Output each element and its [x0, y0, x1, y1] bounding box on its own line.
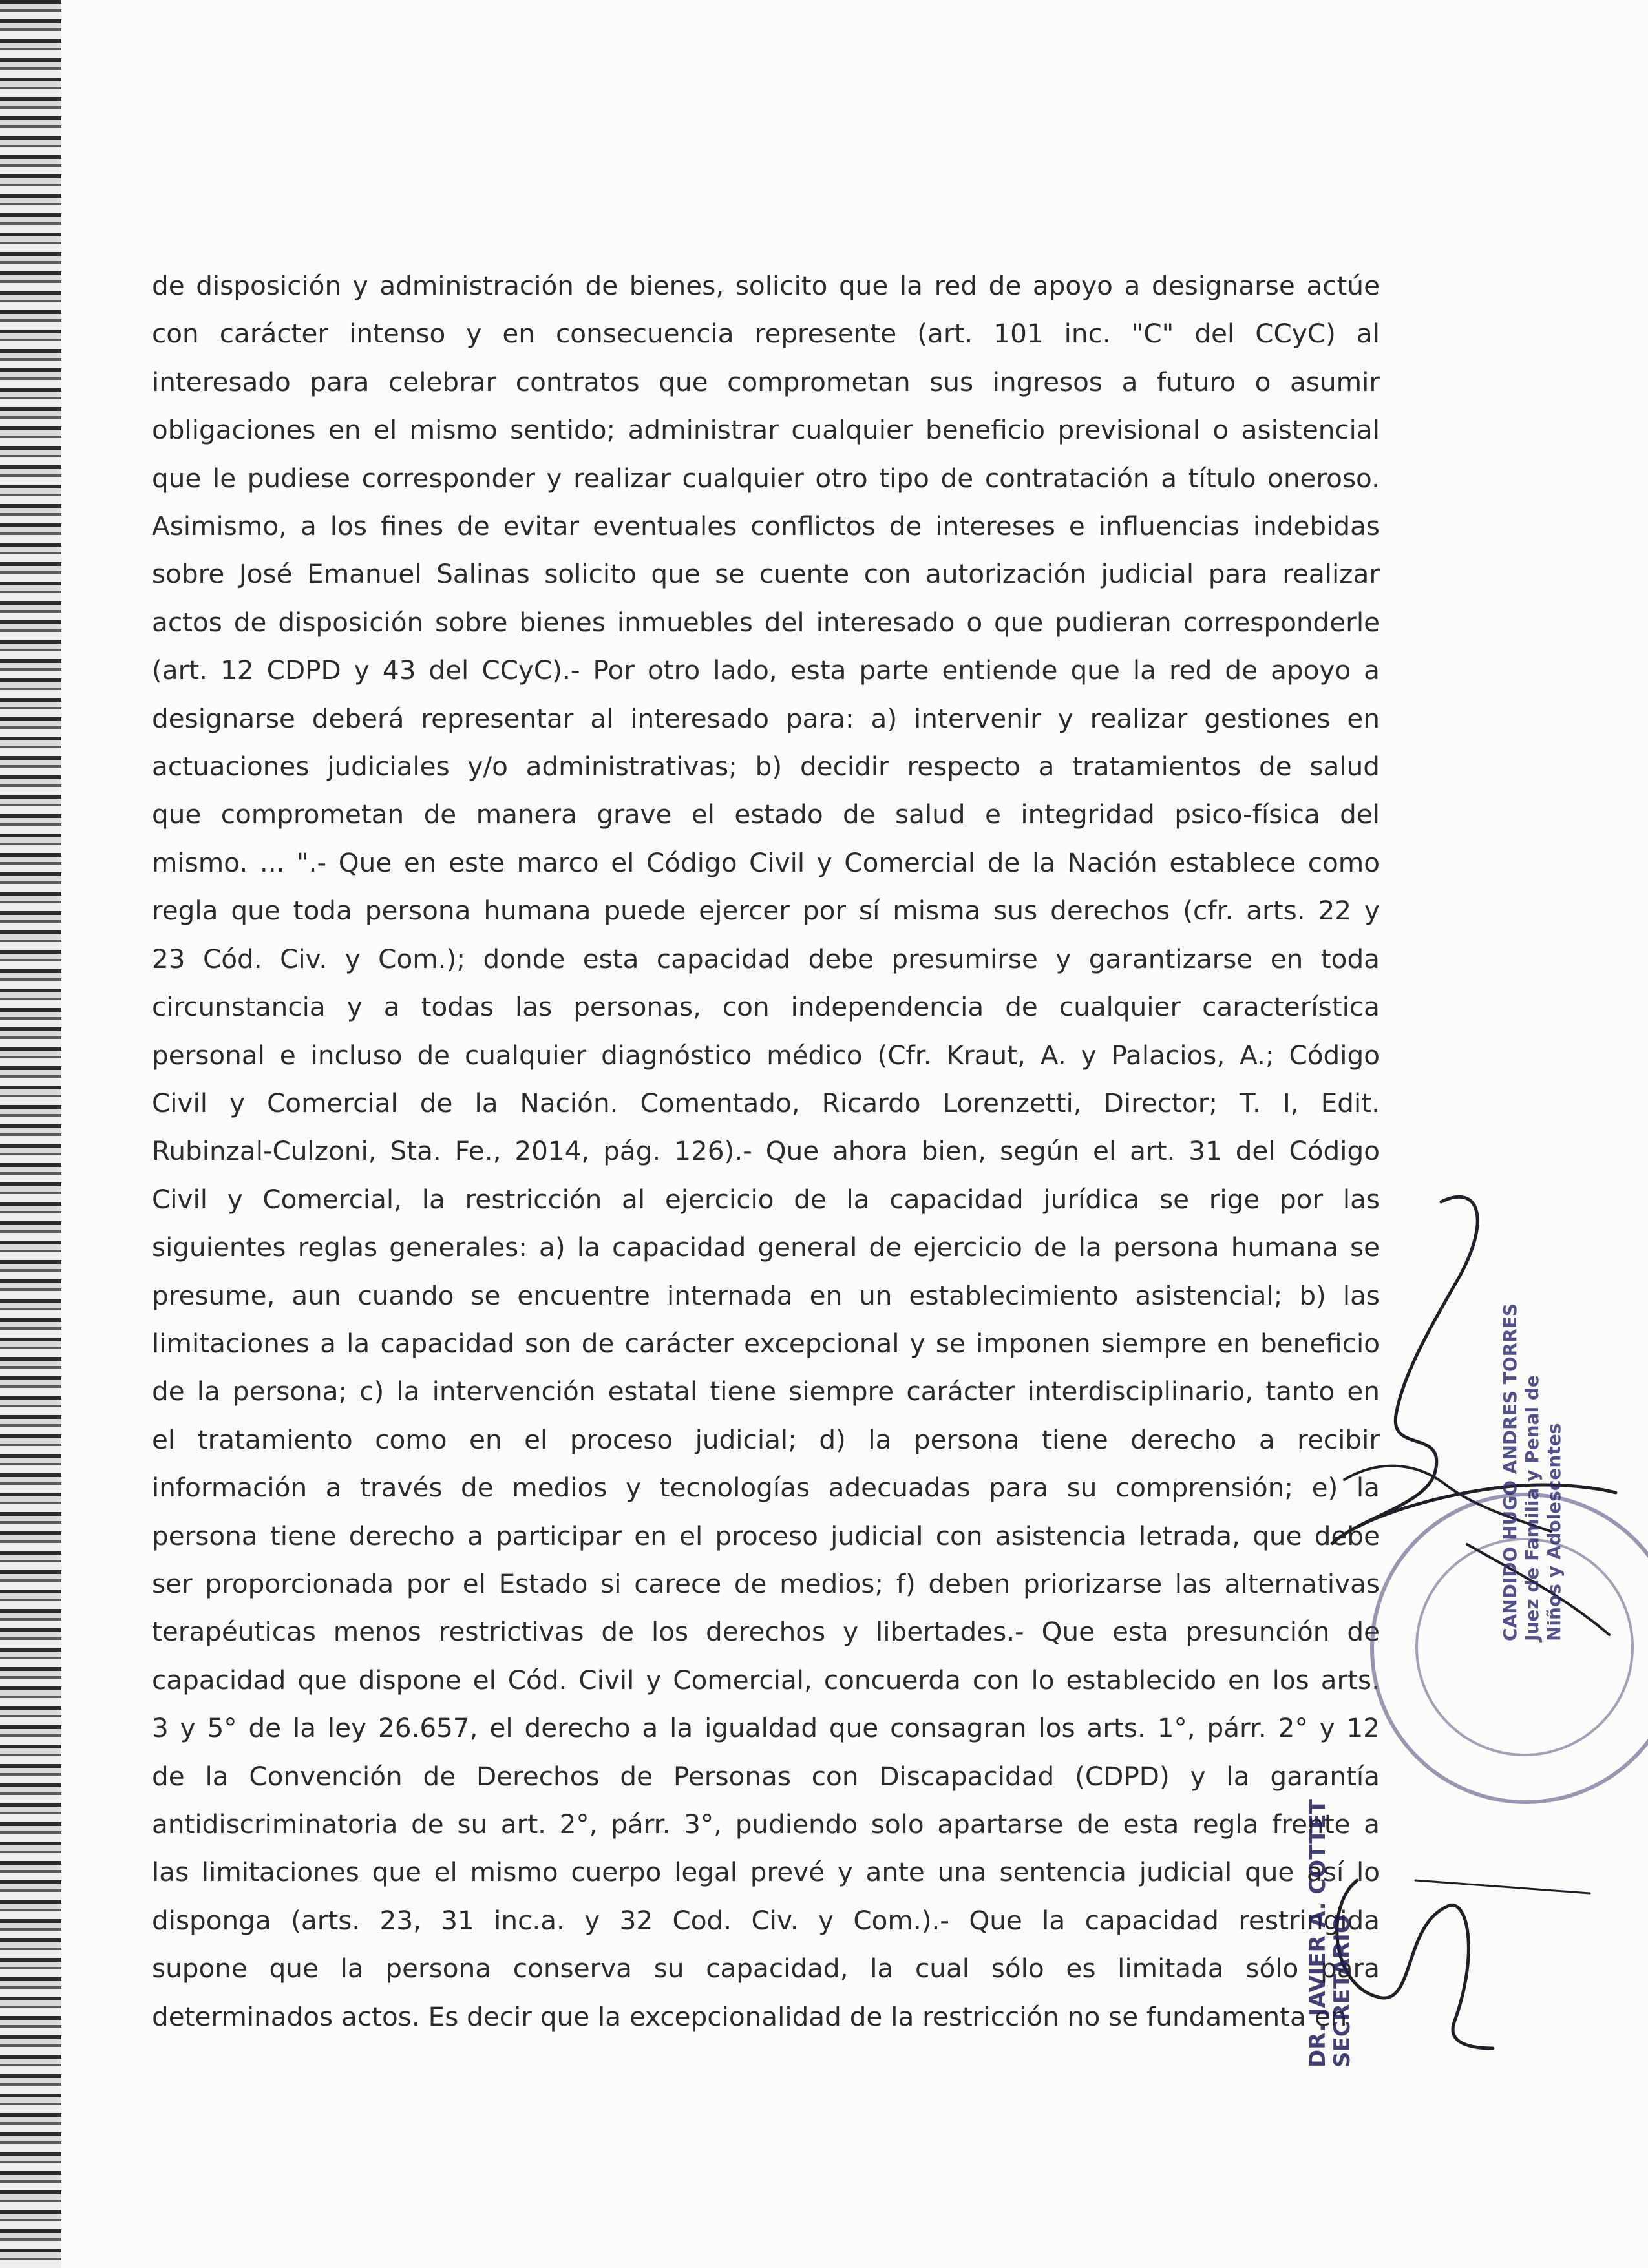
text-line: actuaciones judiciales y/o administrativas; b) decidir respecto a tratamientos de salud	[152, 751, 1380, 782]
text-line: de disposición y administración de bienes, solicito que la red de apoyo a designarse actúe	[152, 270, 1380, 301]
judge-stamp-court: Niños y Adolescentes	[1543, 1423, 1565, 1641]
judge-stamp-name: CANDIDO HUGO ANDRES TORRES	[1499, 1303, 1521, 1641]
text-line: que le pudiese corresponder y realizar cualquier otro tipo de contratación a título oneroso.	[152, 462, 1380, 494]
text-line: disponga (arts. 23, 31 inc.a. y 32 Cod. Civ. y Com.).- Que la capacidad restringida	[152, 1904, 1380, 1936]
secretary-signature	[1318, 1854, 1622, 2061]
text-line: de la persona; c) la intervención estatal tiene siempre carácter interdisciplinario, tanto en	[152, 1376, 1380, 1407]
text-line: personal e incluso de cualquier diagnóstico médico (Cfr. Kraut, A. y Palacios, A.; Código	[152, 1039, 1380, 1071]
text-line: (art. 12 CDPD y 43 del CCyC).- Por otro lado, esta parte entiende que la red de apoyo a	[152, 655, 1380, 686]
text-line: obligaciones en el mismo sentido; administrar cualquier beneficio previsional o asistencial	[152, 414, 1380, 446]
secretary-stamp	[1305, 1799, 1355, 2068]
text-line: mismo. ... ".- Que en este marco el Código Civil y Comercial de la Nación establece como	[152, 846, 1380, 878]
judge-stamp	[1499, 1303, 1565, 1641]
text-line: con carácter intenso y en consecuencia represente (art. 101 inc. "C" del CCyC) al	[152, 318, 1380, 350]
text-line: supone que la persona conserva su capacidad, la cual sólo es limitada sólo para	[152, 1953, 1380, 1984]
text-line: antidiscriminatoria de su art. 2°, párr. 3°, pudiendo solo apartarse de esta regla frente a	[152, 1809, 1380, 1840]
text-line: limitaciones a la capacidad son de carácter excepcional y se imponen siempre en beneficio	[152, 1327, 1380, 1359]
text-line: siguientes reglas generales: a) la capacidad general de ejercicio de la persona humana se	[152, 1232, 1380, 1263]
text-line: Asimismo, a los fines de evitar eventuales conflictos de intereses e influencias indebidas	[152, 510, 1380, 542]
judge-stamp-title: Juez de Familia y Penal de	[1521, 1375, 1543, 1641]
text-line: Civil y Comercial, la restricción al ejercicio de la capacidad jurídica se rige por las	[152, 1183, 1380, 1215]
text-line: determinados actos. Es decir que la excepcionalidad de la restricción no se fundamenta en	[152, 2000, 1347, 2032]
body-text	[152, 262, 1380, 2041]
text-line: Civil y Comercial de la Nación. Comentado, Ricardo Lorenzetti, Director; T. I, Edit.	[152, 1087, 1380, 1118]
text-line: circunstancia y a todas las personas, con independencia de cualquier característica	[152, 991, 1380, 1023]
text-line: información a través de medios y tecnologías adecuadas para su comprensión; e) la	[152, 1472, 1380, 1504]
text-line: designarse deberá representar al interesado para: a) intervenir y realizar gestiones en	[152, 702, 1380, 734]
text-line: terapéuticas menos restrictivas de los derechos y libertades.- Que esta presunción de	[152, 1616, 1380, 1648]
text-line: las limitaciones que el mismo cuerpo legal prevé y ante una sentencia judicial que así lo	[152, 1856, 1380, 1888]
text-line: ser proporcionada por el Estado si carece de medios; f) deben priorizarse las alternativas	[152, 1568, 1380, 1599]
text-line: el tratamiento como en el proceso judicial; d) la persona tiene derecho a recibir	[152, 1423, 1380, 1455]
secretary-stamp-title: SECRETARIO	[1329, 1915, 1355, 2068]
text-line: interesado para celebrar contratos que comprometan sus ingresos a futuro o asumir	[152, 366, 1380, 397]
text-line: que comprometan de manera grave el estado de salud e integridad psico-física del	[152, 799, 1380, 830]
text-line: regla que toda persona humana puede ejercer por sí misma sus derechos (cfr. arts. 22 y	[152, 895, 1380, 927]
text-line: 23 Cód. Civ. y Com.); donde esta capacidad debe presumirse y garantizarse en toda	[152, 943, 1380, 974]
text-line: de la Convención de Derechos de Personas con Discapacidad (CDPD) y la garantía	[152, 1760, 1380, 1792]
text-line: 3 y 5° de la ley 26.657, el derecho a la igualdad que consagran los arts. 1°, párr. 2° y 12	[152, 1712, 1380, 1744]
text-line: sobre José Emanuel Salinas solicito que se cuente con autorización judicial para realizar	[152, 558, 1380, 590]
secretary-stamp-name: DR. JAVIER A. COTTET	[1305, 1799, 1331, 2068]
text-line: Rubinzal-Culzoni, Sta. Fe., 2014, pág. 126).- Que ahora bien, según el art. 31 del Código	[152, 1135, 1380, 1167]
text-line: capacidad que dispone el Cód. Civil y Comercial, concuerda con lo establecido en los arts.	[152, 1664, 1380, 1696]
text-line: actos de disposición sobre bienes inmuebles del interesado o que pudieran corresponderle	[152, 606, 1380, 638]
binding-strip	[0, 0, 61, 2268]
text-line: persona tiene derecho a participar en el proceso judicial con asistencia letrada, que debe	[152, 1520, 1380, 1551]
stamp-and-signature-area	[1305, 1195, 1622, 2139]
text-line: presume, aun cuando se encuentre internada en un establecimiento asistencial; b) las	[152, 1279, 1380, 1311]
judge-signature	[1318, 1182, 1622, 1648]
